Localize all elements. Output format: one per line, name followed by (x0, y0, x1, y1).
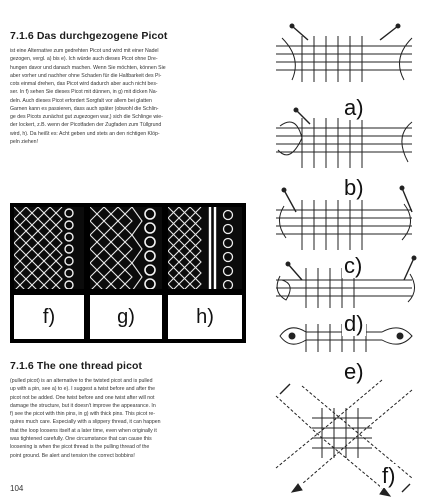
lace-photo-strip (10, 203, 246, 343)
english-paragraph (10, 377, 246, 460)
page-number: 104 (10, 484, 24, 493)
german-line: der lockert, z.B. wenn der Picotfaden der Zugfaden zum Tüllgrund (10, 122, 162, 129)
picot-diagram-column (262, 18, 428, 500)
photo-label-g: g) (90, 295, 162, 339)
diagram-label-b: b) (344, 175, 364, 200)
english-heading: 7.1.6 The one thread picot (10, 360, 143, 372)
lace-photo-g-image (90, 207, 162, 289)
german-line: deln. Auch dieses Picot erfordert Sorgfalt vor allem bei glatten (10, 97, 152, 104)
diagram-label-f: f) (382, 463, 396, 488)
german-line: peln ziehen! (10, 138, 38, 145)
diagram-label-d: d) (344, 311, 364, 336)
lace-photo-f-image (14, 207, 84, 289)
diagram-label-c: c) (344, 253, 363, 278)
photo-label-f: f) (14, 295, 84, 339)
german-line: Garnen kann es passieren, dass auch später (obwohl die Schlin- (10, 105, 159, 112)
english-line: point ground. Be alert and tension the correct bobbins! (10, 452, 135, 459)
english-line: f) see the picot with thin pins, in g) with thick pins. This picot re- (10, 411, 155, 418)
german-line: ist eine Alternative zum gedrehten Picot und wird mit einer Nadel (10, 48, 159, 54)
lace-photo-g (90, 207, 162, 289)
diagram-label-e: e) (344, 359, 364, 384)
german-line: aber vorher und nachher ohne Schaden für die Haltbarkeit des Pi- (10, 72, 162, 79)
german-line: hungen davor und danach machen. Wenn Sie möchten, können Sie (10, 64, 166, 71)
german-line: ser. In f) sehen Sie dieses Picot mit dünnen, in g) mit dicken Na- (10, 89, 158, 96)
lace-photo-h (168, 207, 242, 289)
german-paragraph (10, 47, 246, 146)
english-line: up with a pin, see a) to e). I suggest a twist before and after the (10, 386, 156, 393)
english-line: that the loop loosens itself at a later time, even when originally it (10, 427, 157, 434)
english-line: damage the structure, but it doesn't improve the appearance. In (10, 402, 156, 409)
lace-photo-f (14, 207, 84, 289)
english-line: was tightened carefully. One circumstance that can cause this (10, 436, 152, 443)
diagram-a (276, 24, 412, 82)
german-line: gezogen, vergl. a) bis e). Ich würde auch dieses Picot ohne Dre- (10, 56, 158, 63)
german-line: wird, h). Da heißt es: Acht geben und stets an den richtigen Klöp- (10, 130, 160, 137)
diagram-label-a: a) (344, 95, 364, 120)
german-line: ge des Picots zunächst gut zugezogen war,) sich die Schlinge wie- (10, 114, 163, 120)
english-line: quires much care. Especially with a slippery thread, it can happen (10, 419, 161, 426)
english-line: loosening is when the picot thread is the pulling thread of the (10, 444, 150, 451)
german-heading: 7.1.6 Das durchgezogene Picot (10, 30, 168, 42)
english-line: (pulled picot) is an alternative to the twisted picot and is pulled (10, 378, 153, 384)
lace-photo-h-image (168, 207, 242, 289)
german-line: cots einmal drehen, das Picot wird dadurch aber auch nicht bes- (10, 81, 158, 87)
english-line: picot not be added. One twist before and one twist after will not (10, 394, 155, 401)
photo-label-h: h) (168, 295, 242, 339)
